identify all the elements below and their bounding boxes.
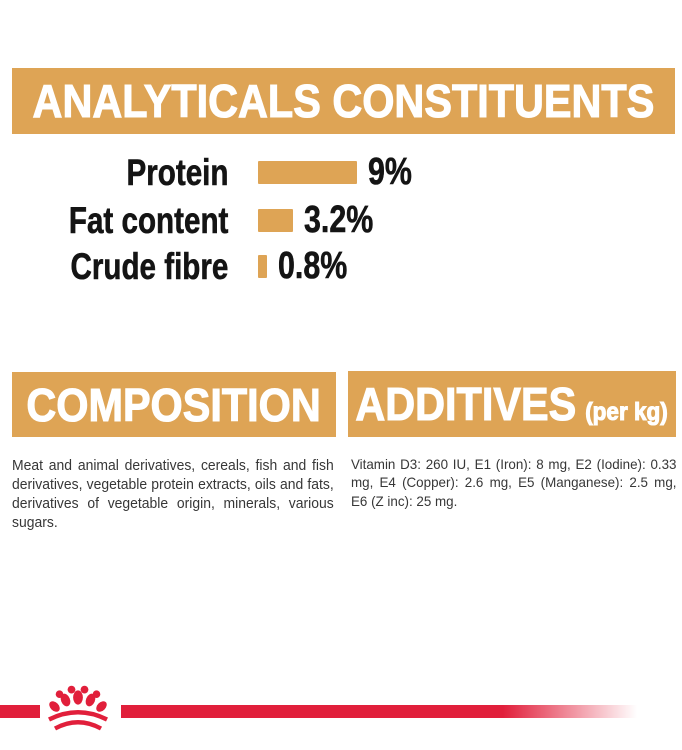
chart-row-protein [0, 149, 423, 195]
fat-content-bar [258, 209, 293, 232]
brand-stripe-right [121, 705, 637, 718]
protein-bar [258, 161, 357, 184]
additives-body-text: Vitamin D3: 260 IU, E1 (Iron): 8 mg, E2 (Iodine): 0.33 mg, E4 (Copper): 2.6 mg, E5 (Manganese): 2.5 mg, E6 (Z inc): 25 mg. [351, 455, 677, 509]
royal-canin-crown-icon [36, 685, 120, 735]
additives-title: ADDITIVES [355, 378, 577, 430]
additives-banner [348, 371, 676, 437]
crude-fibre-label: Crude fibre [70, 245, 228, 287]
fat-content-label: Fat content [68, 199, 228, 241]
chart-row-crude-fibre [0, 243, 365, 289]
composition-body-text: Meat and animal derivatives, cereals, fish and fish derivatives, vegetable protein extracts, oils and fats, derivatives of vegetable origin, minerals, various sugars. [12, 458, 334, 532]
composition-title: COMPOSITION [26, 378, 322, 431]
brand-stripe-left [0, 705, 40, 718]
crude-fibre-value: 0.8% [278, 245, 348, 287]
composition-banner [12, 372, 336, 437]
analytical-constituents-title: ANALYTICALS CONSTITUENTS [32, 75, 655, 127]
crude-fibre-bar [258, 255, 267, 278]
protein-value: 9% [368, 151, 412, 193]
additives-per-kg-suffix: (per kg) [585, 398, 669, 426]
protein-label: Protein [126, 151, 228, 193]
fat-content-value: 3.2% [304, 199, 374, 241]
chart-row-fat [0, 197, 391, 243]
analytical-constituents-banner [12, 68, 675, 134]
